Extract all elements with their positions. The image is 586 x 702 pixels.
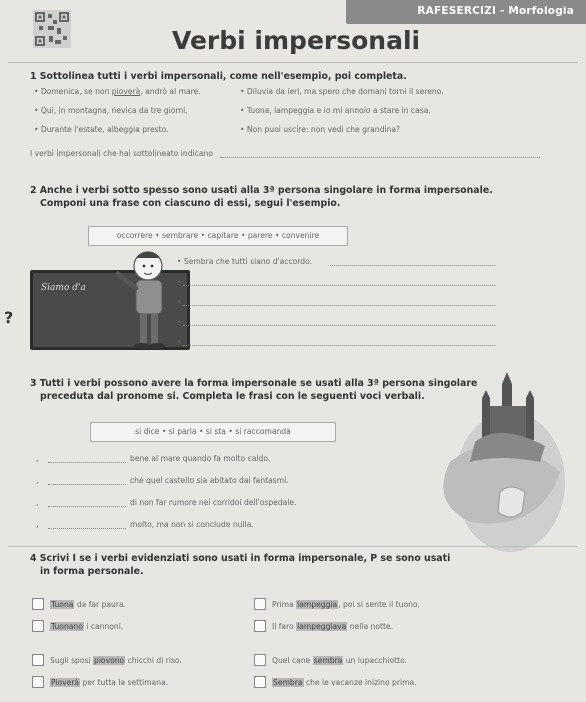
highlighted-verb: Pioverà [51, 678, 80, 687]
ex3-blank-3[interactable] [48, 506, 126, 507]
ex2-bullet: • [177, 278, 182, 287]
ex2-bullet: • [177, 318, 182, 327]
divider [8, 62, 578, 63]
ex1-sentence-2: • Qui, in montagna, nevica da tre giorni. [34, 106, 188, 115]
answer-checkbox[interactable] [254, 654, 266, 666]
ex3-line-2: che quel castello sia abitato dai fantasmi. [130, 476, 289, 485]
divider [8, 546, 578, 547]
ex1-completion-label: I verbi impersonali che hai sottolineato indicano [30, 149, 213, 158]
ex1-sentence-1: • Domenica, se non pioverà, andrò al mare. [34, 87, 201, 96]
highlighted-verb: Sembra [273, 678, 303, 687]
underlined-verb: pioverà [111, 87, 141, 96]
ex1-sentence-4: • Diluvia da ieri, ma spero che domani torni il sereno. [240, 87, 444, 96]
ex4-item-3: Tuonano i cannoni. [51, 622, 124, 631]
ex3-blank-2[interactable] [48, 484, 126, 485]
header-band [346, 0, 586, 24]
ex3-bullet: , [36, 454, 39, 463]
answer-checkbox[interactable] [254, 620, 266, 632]
answer-checkbox[interactable] [32, 598, 44, 610]
ex4-item-5: Sugli sposi piovono chicchi di riso. [50, 656, 182, 665]
ex2-word-box: occorrere • sembrare • capitare • parere • convenire [88, 226, 348, 246]
highlighted-verb: Tuona [51, 600, 74, 609]
ex1-sentence-5: • Tuona, lampeggia e io mi annoio a stare in casa. [240, 106, 431, 115]
ex2-answer-line-2[interactable] [183, 305, 495, 306]
highlighted-verb: lampeggiava [297, 622, 347, 631]
ex4-item-1: Tuona da far paura. [51, 600, 127, 609]
question-mark-icon: ? [4, 308, 14, 327]
ex4-item-4: Il faro lampeggiava nella notte. [272, 622, 394, 631]
ex3-bullet: , [36, 476, 39, 485]
answer-checkbox[interactable] [32, 676, 44, 688]
ex2-bullet: • [177, 338, 182, 347]
ex3-line-4: molto, ma non si conclude nulla. [130, 520, 254, 529]
highlighted-verb: sembra [313, 656, 343, 665]
castle-illustration [430, 362, 570, 552]
exercise-2-prompt: 2 Anche i verbi sotto spesso sono usati alla 3ª persona singolare in forma impersonale. [30, 185, 493, 196]
exercise-3-prompt: 3 Tutti i verbi possono avere la forma impersonale se usati alla 3ª persona singolare [30, 378, 478, 389]
ex4-item-6: Quel cane sembra un lupacchiotto. [272, 656, 407, 665]
ex3-blank-1[interactable] [48, 462, 126, 463]
ex3-line-3: di non far rumore nei corridoi dell'ospedale. [130, 498, 297, 507]
ex1-answer-line[interactable] [220, 157, 540, 158]
answer-checkbox[interactable] [254, 676, 266, 688]
ex2-example-line [330, 265, 495, 266]
ex1-sentence-6: • Non puoi uscire: non vedi che grandina? [240, 125, 401, 134]
exercise-3-subprompt: preceduta dal pronome si. Completa le frasi con le seguenti voci verbali. [40, 391, 425, 402]
ex3-blank-4[interactable] [48, 528, 126, 529]
answer-checkbox[interactable] [32, 620, 44, 632]
ex3-word-box: si dice • si parla • si sta • si raccomanda [90, 422, 336, 442]
ex3-line-1: bene al mare quando fa molto caldo. [130, 454, 271, 463]
answer-checkbox[interactable] [32, 654, 44, 666]
chalkboard-text: Siamo d'a [41, 283, 86, 293]
exercise-4-subprompt: in forma personale. [40, 566, 144, 577]
highlighted-verb: lampeggia [297, 600, 338, 609]
ex2-answer-line-1[interactable] [183, 285, 495, 286]
ex3-bullet: , [36, 498, 39, 507]
highlighted-verb: piovono [94, 656, 125, 665]
ex3-bullet: , [36, 520, 39, 529]
page-title: Verbi impersonali [172, 26, 421, 55]
answer-checkbox[interactable] [254, 598, 266, 610]
highlighted-verb: Tuonano [51, 622, 83, 631]
qr-code-icon [33, 10, 71, 48]
ex4-item-2: Prima lampeggia, poi si sente il tuono. [272, 600, 420, 609]
ex1-sentence-3: • Durante l'estate, albeggia presto. [34, 125, 169, 134]
exercise-1-prompt: 1 Sottolinea tutti i verbi impersonali, come nell'esempio, poi completa. [30, 71, 407, 82]
ex4-item-8: Sembra che le vacanze inizino prima. [273, 678, 417, 687]
ex2-answer-line-3[interactable] [183, 325, 495, 326]
ex2-example: • Sembra che tutti siano d'accordo. [177, 257, 313, 266]
exercise-2-subprompt: Componi una frase con ciascuno di essi, segui l'esempio. [40, 198, 341, 209]
exercise-4-prompt: 4 Scrivi I se i verbi evidenziati sono usati in forma impersonale, P se sono usati [30, 553, 451, 564]
ex2-answer-line-4[interactable] [183, 345, 495, 346]
header-label: RAFESERCIZI - Morfologia [417, 5, 574, 17]
ex4-item-7: Pioverà per tutta la settimana. [51, 678, 169, 687]
ex2-bullet: • [177, 298, 182, 307]
